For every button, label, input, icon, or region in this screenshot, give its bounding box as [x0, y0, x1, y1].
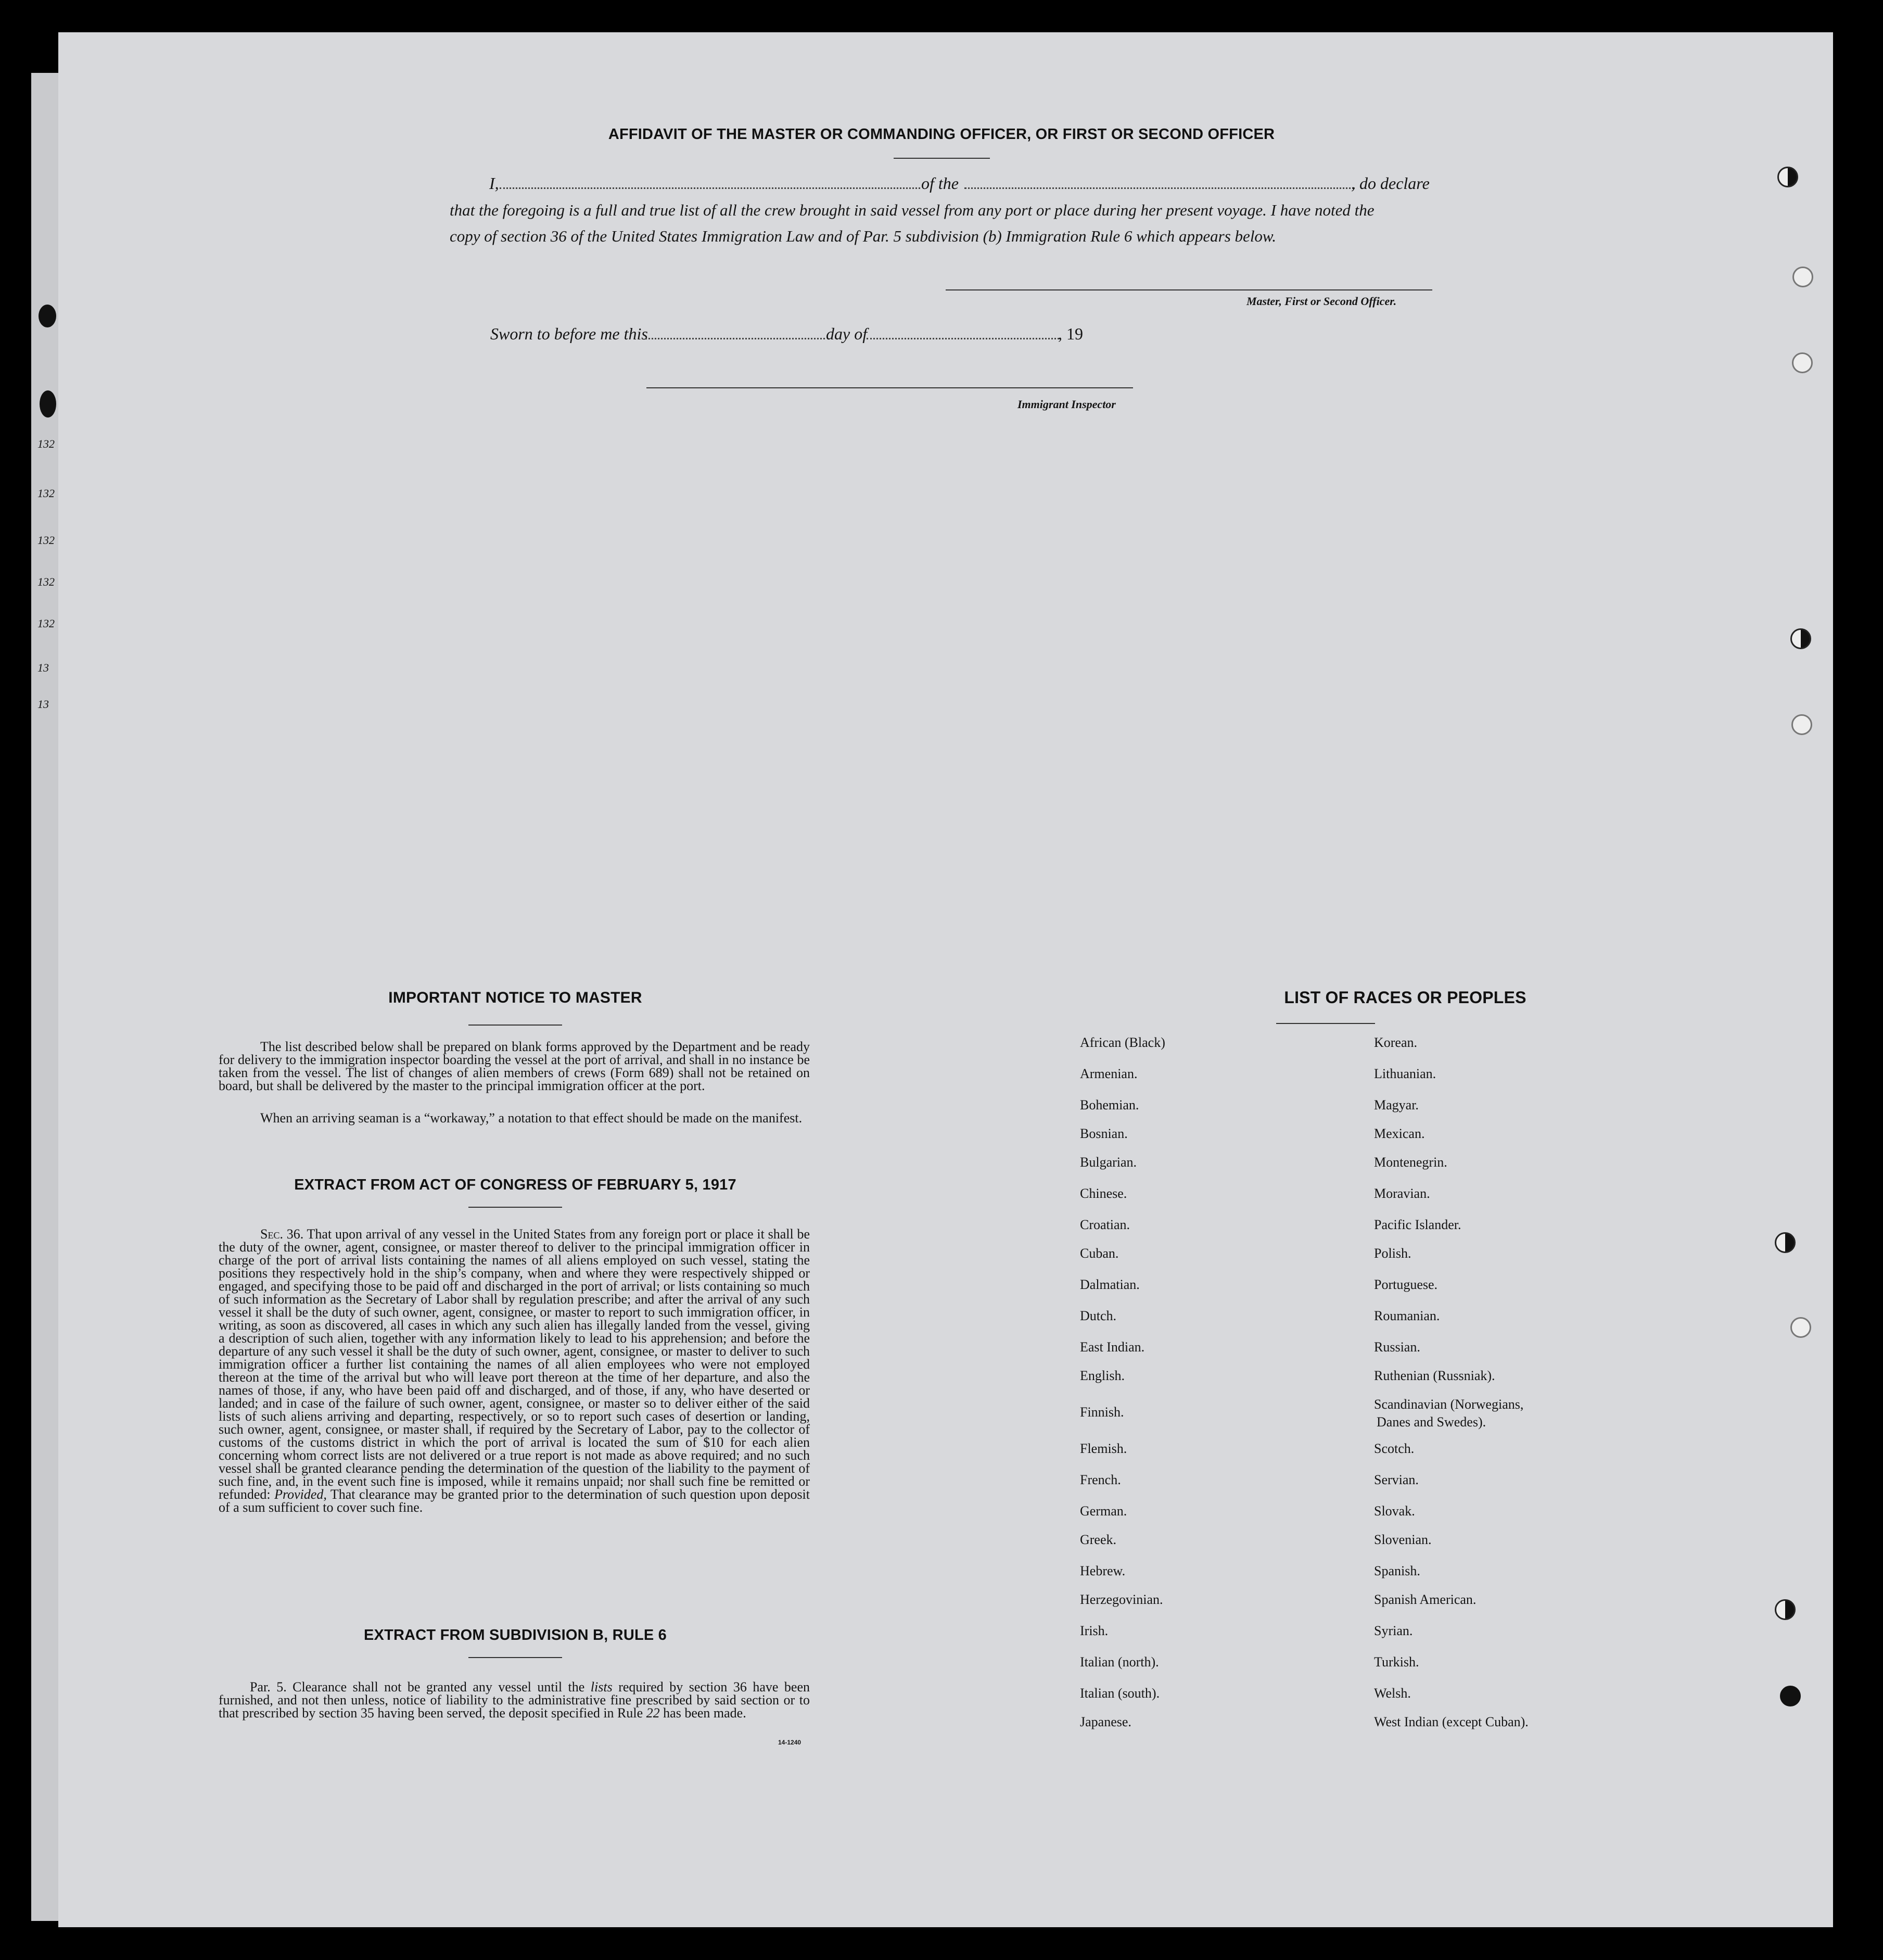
race-item: French.	[1080, 1472, 1121, 1487]
race-item: Slovak.	[1374, 1503, 1415, 1519]
race-item: Syrian.	[1374, 1623, 1413, 1638]
margin-number: 132	[37, 617, 55, 630]
race-item: Slovenian.	[1374, 1532, 1432, 1547]
declarant-name-field[interactable]	[500, 187, 920, 189]
binder-hole-icon	[1792, 267, 1813, 287]
declarant-prefix: I,	[489, 174, 499, 193]
binder-hole-icon	[1780, 1686, 1801, 1706]
section-36-body: That upon arrival of any vessel in the United States from any foreign port or place it shall be the duty of the owner, agent, consignee, or master thereof to deliver to the principal immigration officer in charge of the port of arrival lists containing the names of all aliens employed on such vessel, stating the positions they respectively hold in the ship’s company, when and where they were respectively shipped or engaged, and specifying those to be paid off and discharged in the port of arrival; or lists containing so much of such information as the Secretary of Labor shall by regulation prescribe; and after the arrival of any such vessel it shall be the duty of such owner, agent, consignee, or master to report to such immigration officer, in writing, as soon as discovered, all cases in which any such alien has illegally landed from the vessel, giving a description of such alien, together with any information likely to lead to his apprehension; and before the departure of any such vessel it shall be the duty of such owner, agent, consignee, or master to deliver to such immigration officer a further list containing the names of all alien employees who were not employed thereon at the time of the arrival but who will leave port thereon at the time of her departure, and also the names of those, if any, who have been paid off and discharged, and of those, if any, who have deserted or landed; and in case of the failure of such owner, agent, consignee, or master so to deliver either of the said lists of such aliens arriving and departing, respectively, or so to report such cases of desertion or landing, such owner, agent, consignee, or master shall, if required by the Secretary of Labor, pay to the collector of customs of the customs district in which the port of arrival is located the sum of $10 for each alien concerning whom correct lists are not delivered or a true report is not made as above required; and no such vessel shall be granted clearance pending the determination of the question of the liability to the payment of such fine, and, in the event such fine is imposed, while it remains unpaid; nor shall such fine be remitted or refunded:	[219, 1226, 810, 1502]
margin-number: 13	[37, 698, 49, 711]
binder-hole-icon	[1790, 1317, 1811, 1338]
race-item: Pacific Islander.	[1374, 1217, 1461, 1232]
race-item: Dutch.	[1080, 1308, 1117, 1323]
sworn-day-field[interactable]	[645, 338, 825, 339]
race-item: Croatian.	[1080, 1217, 1130, 1232]
day-of-label: day of	[826, 324, 868, 343]
inspector-signature-line[interactable]	[646, 387, 1133, 388]
form-number: 14-1240	[778, 1739, 801, 1746]
races-title: LIST OF RACES OR PEOPLES	[1284, 988, 1526, 1007]
affidavit-line-3: copy of section 36 of the United States Immigration Law and of Par. 5 subdivision (b) Immigration Rule 6 which appears below.	[450, 227, 1277, 245]
rule-number: 22	[646, 1705, 660, 1721]
race-item: West Indian (except Cuban).	[1374, 1714, 1529, 1729]
race-item: Bosnian.	[1080, 1126, 1128, 1141]
rule-6-text	[219, 1680, 810, 1719]
divider	[894, 158, 990, 159]
adjacent-page-edge	[31, 73, 58, 1921]
race-item: Dalmatian.	[1080, 1277, 1140, 1292]
race-item: Moravian.	[1374, 1186, 1430, 1201]
signature-label: Master, First or Second Officer.	[1246, 295, 1397, 308]
race-item: Roumanian.	[1374, 1308, 1440, 1323]
race-item-continuation: Danes and Swedes).	[1377, 1414, 1486, 1430]
do-declare-label: , do declare	[1351, 174, 1430, 193]
binder-hole-icon	[1775, 1232, 1796, 1253]
divider	[468, 1207, 562, 1208]
punch-mark	[39, 305, 56, 327]
inspector-label: Immigrant Inspector	[1017, 398, 1116, 411]
race-item: Mexican.	[1374, 1126, 1425, 1141]
race-item: Herzegovinian.	[1080, 1592, 1163, 1607]
race-item: African (Black)	[1080, 1035, 1165, 1050]
margin-number: 132	[37, 575, 55, 588]
race-item: Bohemian.	[1080, 1097, 1139, 1112]
binder-hole-icon	[1790, 628, 1811, 649]
margin-number: 132	[37, 487, 55, 500]
race-item: Finnish.	[1080, 1405, 1124, 1420]
section-label: Sec. 36.	[260, 1226, 304, 1242]
race-item: East Indian.	[1080, 1339, 1145, 1355]
race-item: Armenian.	[1080, 1066, 1138, 1081]
race-item: Polish.	[1374, 1246, 1411, 1261]
signature-line[interactable]	[946, 289, 1432, 290]
race-item: Italian (south).	[1080, 1686, 1160, 1701]
race-item: Turkish.	[1374, 1654, 1419, 1670]
race-item: Lithuanian.	[1374, 1066, 1436, 1081]
rule-text-start: Par. 5. Clearance shall not be granted any vessel until the	[250, 1679, 585, 1695]
binder-hole-icon	[1775, 1599, 1796, 1620]
extract-rule-title: EXTRACT FROM SUBDIVISION B, RULE 6	[364, 1627, 667, 1643]
rule-text-end: has been made.	[663, 1705, 746, 1721]
race-item: Hebrew.	[1080, 1563, 1126, 1578]
margin-number: 132	[37, 437, 55, 450]
race-item: Greek.	[1080, 1532, 1117, 1547]
binder-hole-icon	[1792, 352, 1813, 373]
binder-hole-icon	[1777, 167, 1798, 187]
race-item: Spanish American.	[1374, 1592, 1477, 1607]
lists-word: lists	[590, 1679, 613, 1695]
margin-number: 13	[37, 661, 49, 674]
race-item: Scandinavian (Norwegians,	[1374, 1397, 1524, 1412]
binder-hole-icon	[1791, 714, 1812, 735]
race-item: Portuguese.	[1374, 1277, 1438, 1292]
race-item: Montenegrin.	[1374, 1155, 1447, 1170]
notice-title: IMPORTANT NOTICE TO MASTER	[388, 989, 642, 1006]
sworn-prefix: Sworn to before me this	[490, 324, 648, 343]
race-item: German.	[1080, 1503, 1127, 1519]
vessel-name-field[interactable]	[964, 187, 1355, 189]
race-item: Japanese.	[1080, 1714, 1131, 1729]
divider	[468, 1025, 562, 1026]
provided-word: Provided,	[274, 1487, 327, 1502]
of-the-label: of the	[921, 174, 959, 193]
race-item: Bulgarian.	[1080, 1155, 1137, 1170]
affidavit-line-2: that the foregoing is a full and true list of all the crew brought in said vessel from any port or place during her present voyage. I have noted the	[450, 201, 1375, 219]
rule-text-mid: required by section 36 have been furnished, and not then unless, notice of liability to the administrative fine prescribed by said section or to that prescribed by section 35 having been served, the deposit specified in Rule	[219, 1679, 810, 1721]
sworn-month-field[interactable]	[867, 338, 1059, 339]
divider	[1276, 1023, 1375, 1024]
race-item: Chinese.	[1080, 1186, 1127, 1201]
affidavit-title: AFFIDAVIT OF THE MASTER OR COMMANDING OFFICER, OR FIRST OR SECOND OFFICER	[608, 126, 1275, 143]
race-item: Magyar.	[1374, 1097, 1419, 1112]
race-item: English.	[1080, 1368, 1125, 1383]
race-item: Russian.	[1374, 1339, 1420, 1355]
section-36-end: That clearance may be granted prior to the determination of such question upon deposit of a sum sufficient to cover such fine.	[219, 1487, 810, 1515]
year-label: , 19	[1058, 324, 1083, 343]
race-item: Cuban.	[1080, 1246, 1119, 1261]
race-item: Italian (north).	[1080, 1654, 1159, 1670]
section-36-text	[219, 1228, 810, 1514]
punch-mark	[40, 390, 56, 418]
notice-paragraph-2: When an arriving seaman is a “workaway,” a notation to that effect should be made on the manifest.	[260, 1110, 803, 1126]
divider	[468, 1657, 562, 1658]
extract-act-title: EXTRACT FROM ACT OF CONGRESS OF FEBRUARY 5, 1917	[294, 1177, 736, 1193]
notice-paragraph-1: The list described below shall be prepared on blank forms approved by the Department and be ready for delivery to the immigration inspector boarding the vessel at the port of arrival, and shall in no instance be taken from the vessel. The list of changes of alien members of crews (Form 689) shall not be retained on board, but shall be delivered by the master to the principal immigration officer at the port.	[219, 1039, 810, 1093]
race-item: Korean.	[1374, 1035, 1418, 1050]
race-item: Ruthenian (Russniak).	[1374, 1368, 1495, 1383]
race-item: Scotch.	[1374, 1441, 1415, 1456]
race-item: Spanish.	[1374, 1563, 1420, 1578]
race-item: Flemish.	[1080, 1441, 1127, 1456]
margin-number: 132	[37, 534, 55, 547]
race-item: Irish.	[1080, 1623, 1109, 1638]
race-item: Servian.	[1374, 1472, 1419, 1487]
race-item: Welsh.	[1374, 1686, 1411, 1701]
